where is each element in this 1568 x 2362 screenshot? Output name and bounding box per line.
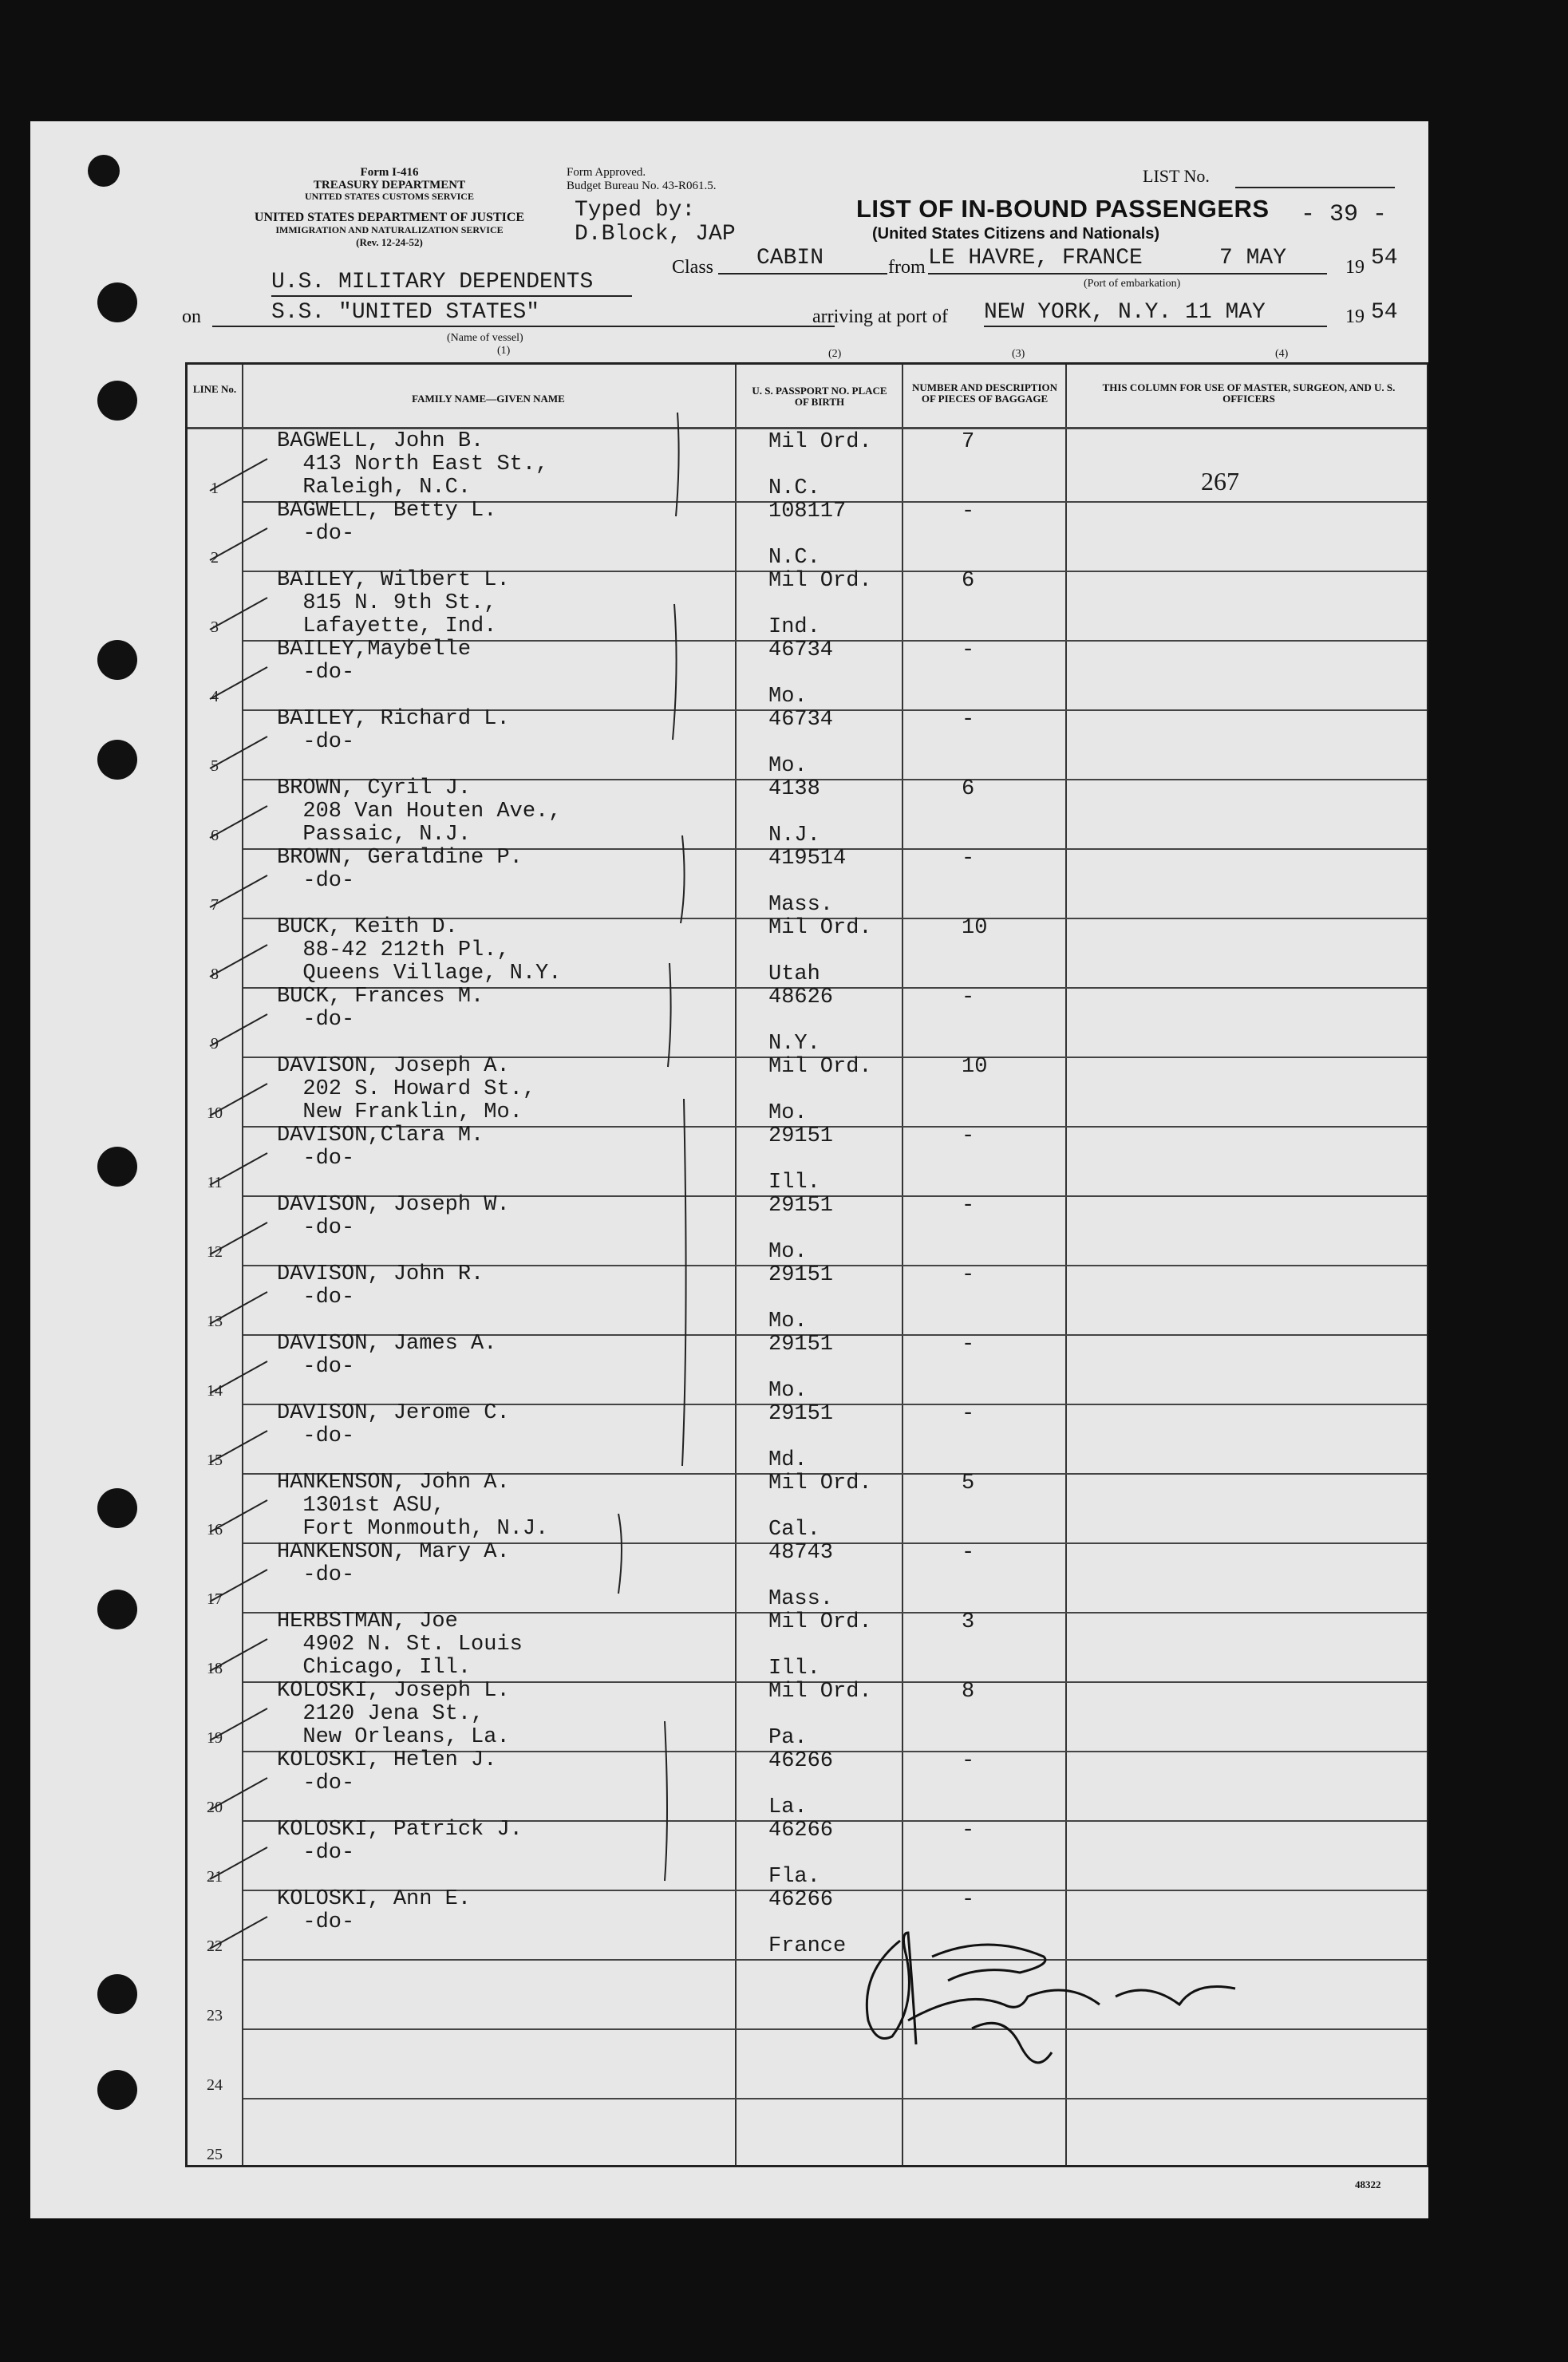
place-of-birth: Mo. bbox=[768, 685, 808, 709]
passenger-name: BAILEY, Richard L. -do- bbox=[277, 707, 510, 754]
manifest-subtitle: (United States Citizens and Nationals) bbox=[872, 225, 1160, 243]
passport-number: 29151 bbox=[768, 1402, 834, 1426]
baggage-count: 6 bbox=[962, 777, 975, 801]
check-mark bbox=[210, 1153, 267, 1185]
place-of-birth: Cal. bbox=[768, 1518, 820, 1542]
passenger-name: DAVISON,Clara M. -do- bbox=[277, 1124, 484, 1171]
baggage-count: - bbox=[962, 1402, 975, 1426]
baggage-count: - bbox=[962, 1888, 975, 1912]
line-number: 3 bbox=[211, 618, 219, 636]
embark-port: LE HAVRE, FRANCE bbox=[928, 246, 1143, 271]
place-of-birth: N.C. bbox=[768, 476, 820, 500]
passport-number: 46734 bbox=[768, 708, 834, 732]
check-mark bbox=[210, 1431, 267, 1463]
group-label: U.S. MILITARY DEPENDENTS bbox=[271, 270, 594, 294]
binder-hole bbox=[88, 155, 120, 187]
passenger-name: DAVISON, John R. -do- bbox=[277, 1262, 484, 1309]
passport-number: Mil Ord. bbox=[768, 430, 872, 454]
place-of-birth: Mass. bbox=[768, 893, 834, 917]
baggage-count: 10 bbox=[962, 916, 988, 940]
col-number: (1) bbox=[497, 345, 511, 357]
passport-number: 108117 bbox=[768, 500, 847, 523]
customs-service: UNITED STATES CUSTOMS SERVICE bbox=[305, 191, 474, 202]
check-mark bbox=[210, 1847, 267, 1879]
check-mark bbox=[210, 1778, 267, 1810]
passport-number: 419514 bbox=[768, 847, 847, 871]
place-of-birth: Mo. bbox=[768, 1240, 808, 1264]
place-of-birth: N.Y. bbox=[768, 1032, 820, 1056]
line-number: 11 bbox=[207, 1174, 223, 1191]
line-number: 8 bbox=[211, 966, 219, 983]
line-number: 17 bbox=[207, 1590, 223, 1608]
place-of-birth: N.C. bbox=[768, 546, 820, 570]
check-mark bbox=[210, 1014, 267, 1046]
line-number: 20 bbox=[207, 1799, 223, 1816]
line-number: 12 bbox=[207, 1243, 223, 1261]
line-number: 25 bbox=[207, 2146, 223, 2163]
place-of-birth: N.J. bbox=[768, 824, 820, 847]
place-of-birth: Ill. bbox=[768, 1171, 820, 1195]
check-mark bbox=[210, 598, 267, 630]
line-number: 21 bbox=[207, 1868, 223, 1886]
budget-bureau: Budget Bureau No. 43-R061.5. bbox=[567, 180, 717, 192]
passport-number: 46266 bbox=[768, 1888, 834, 1912]
passport-number: Mil Ord. bbox=[768, 1471, 872, 1495]
passport-number: 48743 bbox=[768, 1541, 834, 1565]
year-prefix-arrival: 19 bbox=[1345, 306, 1365, 327]
col-number: (2) bbox=[828, 348, 842, 360]
passport-number: 46266 bbox=[768, 1749, 834, 1773]
binder-hole bbox=[97, 1147, 137, 1187]
baggage-count: 5 bbox=[962, 1471, 975, 1495]
manifest-page bbox=[30, 121, 1428, 2218]
check-mark bbox=[210, 875, 267, 907]
passport-number: Mil Ord. bbox=[768, 1055, 872, 1079]
baggage-count: - bbox=[962, 1333, 975, 1357]
form-number: Form I-416 bbox=[360, 166, 419, 179]
passenger-table bbox=[185, 362, 1428, 2167]
line-number: 4 bbox=[211, 688, 219, 705]
passenger-name: BAGWELL, Betty L. -do- bbox=[277, 499, 497, 546]
arrival-port: NEW YORK, N.Y. 11 MAY bbox=[984, 300, 1266, 325]
check-mark bbox=[210, 1500, 267, 1532]
passenger-name: KOLOSKI, Patrick J. -do- bbox=[277, 1818, 523, 1865]
officer-signature bbox=[812, 1909, 1291, 2148]
on-label: on bbox=[182, 306, 201, 327]
check-mark bbox=[210, 1570, 267, 1602]
passenger-name: BUCK, Frances M. -do- bbox=[277, 985, 484, 1032]
baggage-count: - bbox=[962, 1263, 975, 1287]
line-number: 10 bbox=[207, 1104, 223, 1122]
place-of-birth: Ill. bbox=[768, 1657, 820, 1681]
line-number: 13 bbox=[207, 1313, 223, 1330]
place-of-birth: Pa. bbox=[768, 1726, 808, 1750]
check-mark bbox=[210, 1084, 267, 1116]
form-approved: Form Approved. bbox=[567, 166, 646, 179]
check-mark bbox=[210, 737, 267, 768]
baggage-count: - bbox=[962, 985, 975, 1009]
baggage-count: - bbox=[962, 638, 975, 662]
year-suffix: 54 bbox=[1371, 246, 1398, 271]
baggage-count: 8 bbox=[962, 1680, 975, 1704]
passport-number: Mil Ord. bbox=[768, 916, 872, 940]
binder-hole bbox=[97, 282, 137, 322]
from-label: from bbox=[888, 257, 926, 278]
check-mark bbox=[210, 459, 267, 491]
baggage-count: 6 bbox=[962, 569, 975, 593]
year-suffix-arrival: 54 bbox=[1371, 300, 1398, 325]
passport-number: 46734 bbox=[768, 638, 834, 662]
passenger-name: BAILEY, Wilbert L. 815 N. 9th St., Lafayette, Ind. bbox=[277, 568, 510, 638]
passport-number: Mil Ord. bbox=[768, 569, 872, 593]
check-mark bbox=[210, 806, 267, 838]
passport-number: 4138 bbox=[768, 777, 820, 801]
passenger-name: DAVISON, James A. -do- bbox=[277, 1332, 497, 1379]
class-label: Class bbox=[672, 257, 714, 278]
binder-hole bbox=[97, 1488, 137, 1528]
line-number: 7 bbox=[211, 896, 219, 914]
class-value: CABIN bbox=[756, 246, 824, 271]
line-number: 19 bbox=[207, 1729, 223, 1747]
line-number: 16 bbox=[207, 1521, 223, 1538]
baggage-count: 10 bbox=[962, 1055, 988, 1079]
baggage-count: - bbox=[962, 847, 975, 871]
passenger-name: DAVISON, Joseph W. -do- bbox=[277, 1193, 510, 1240]
passport-number: Mil Ord. bbox=[768, 1680, 872, 1704]
line-number: 22 bbox=[207, 1937, 223, 1955]
line-number: 18 bbox=[207, 1660, 223, 1677]
baggage-count: - bbox=[962, 500, 975, 523]
handwritten-marks bbox=[188, 365, 1428, 2170]
check-mark bbox=[210, 1292, 267, 1324]
passport-number: Mil Ord. bbox=[768, 1610, 872, 1634]
header-baggage: NUMBER AND DESCRIPTION OF PIECES OF BAGGAGE bbox=[911, 381, 1058, 405]
passenger-name: HANKENSON, John A. 1301st ASU, Fort Monmouth, N.J. bbox=[277, 1471, 549, 1541]
check-mark bbox=[210, 1708, 267, 1740]
baggage-count: - bbox=[962, 708, 975, 732]
place-of-birth: Utah bbox=[768, 962, 820, 986]
place-of-birth: Mo. bbox=[768, 1379, 808, 1403]
officer-note: 267 bbox=[1201, 467, 1239, 496]
passport-number: 48626 bbox=[768, 985, 834, 1009]
print-code: 48322 bbox=[1355, 2178, 1381, 2190]
line-number: 15 bbox=[207, 1452, 223, 1469]
passenger-name: BROWN, Cyril J. 208 Van Houten Ave., Passaic, N.J. bbox=[277, 776, 562, 847]
line-number: 24 bbox=[207, 2076, 223, 2094]
line-number: 5 bbox=[211, 757, 219, 775]
form-revision: (Rev. 12-24-52) bbox=[356, 236, 423, 248]
line-number: 2 bbox=[211, 549, 219, 567]
immigration-service: IMMIGRATION AND NATURALIZATION SERVICE bbox=[275, 224, 504, 235]
list-no-label: LIST No. bbox=[1143, 166, 1210, 186]
header-passport: U. S. PASSPORT NO. PLACE OF BIRTH bbox=[752, 385, 887, 409]
place-of-birth: Mo. bbox=[768, 1101, 808, 1125]
passport-number: 29151 bbox=[768, 1333, 834, 1357]
line-number: 14 bbox=[207, 1382, 223, 1400]
line-number: 9 bbox=[211, 1035, 219, 1053]
place-of-birth: Md. bbox=[768, 1448, 808, 1472]
passenger-name: DAVISON, Joseph A. 202 S. Howard St., New Franklin, Mo. bbox=[277, 1054, 536, 1124]
depart-date: 7 MAY bbox=[1219, 246, 1287, 271]
check-mark bbox=[210, 1917, 267, 1949]
place-of-birth: La. bbox=[768, 1795, 808, 1819]
line-number: 1 bbox=[211, 480, 219, 497]
treasury-dept: TREASURY DEPARTMENT bbox=[313, 179, 466, 192]
binder-hole bbox=[97, 740, 137, 780]
col-number: (4) bbox=[1275, 348, 1289, 360]
binder-hole bbox=[97, 1590, 137, 1629]
year-prefix: 19 bbox=[1345, 257, 1365, 278]
header-officers: THIS COLUMN FOR USE OF MASTER, SURGEON, AND U. S. OFFICERS bbox=[1102, 381, 1396, 405]
passenger-name: HANKENSON, Mary A. -do- bbox=[277, 1540, 510, 1587]
passenger-name: BROWN, Geraldine P. -do- bbox=[277, 846, 523, 893]
passport-number: 29151 bbox=[768, 1194, 834, 1218]
binder-hole bbox=[97, 1974, 137, 2014]
passenger-name: BAILEY,Maybelle -do- bbox=[277, 638, 472, 685]
header-line-no: LINE No. bbox=[192, 383, 237, 395]
vessel-caption: (Name of vessel) bbox=[447, 332, 523, 344]
passenger-name: KOLOSKI, Helen J. -do- bbox=[277, 1748, 497, 1795]
passenger-name: KOLOSKI, Ann E. -do- bbox=[277, 1887, 472, 1934]
place-of-birth: France bbox=[768, 1934, 847, 1958]
baggage-count: - bbox=[962, 1749, 975, 1773]
check-mark bbox=[210, 1361, 267, 1393]
baggage-count: - bbox=[962, 1194, 975, 1218]
passport-number: 46266 bbox=[768, 1819, 834, 1843]
baggage-count: - bbox=[962, 1819, 975, 1843]
check-mark bbox=[210, 528, 267, 560]
baggage-count: - bbox=[962, 1541, 975, 1565]
place-of-birth: Mo. bbox=[768, 754, 808, 778]
typed-by: D.Block, JAP bbox=[575, 222, 736, 247]
check-mark bbox=[210, 1639, 267, 1671]
passport-number: 29151 bbox=[768, 1263, 834, 1287]
line-number: 23 bbox=[207, 2007, 223, 2024]
binder-hole bbox=[97, 2070, 137, 2110]
binder-hole bbox=[97, 640, 137, 680]
list-number: - 39 - bbox=[1301, 201, 1388, 228]
passenger-name: BAGWELL, John B. 413 North East St., Raleigh, N.C. bbox=[277, 429, 549, 500]
baggage-count: - bbox=[962, 1124, 975, 1148]
col-number: (3) bbox=[1012, 348, 1025, 360]
vessel-name: S.S. "UNITED STATES" bbox=[271, 300, 540, 325]
check-mark bbox=[210, 667, 267, 699]
binder-hole bbox=[97, 381, 137, 421]
place-of-birth: Mo. bbox=[768, 1309, 808, 1333]
baggage-count: 3 bbox=[962, 1610, 975, 1634]
typed-by-label: Typed by: bbox=[575, 198, 696, 223]
check-mark bbox=[210, 1222, 267, 1254]
check-mark bbox=[210, 945, 267, 977]
passenger-name: HERBSTMAN, Joe 4902 N. St. Louis Chicago, Ill. bbox=[277, 1610, 523, 1680]
place-of-birth: Mass. bbox=[768, 1587, 834, 1611]
header-name: FAMILY NAME—GIVEN NAME bbox=[412, 393, 565, 405]
port-embark-caption: (Port of embarkation) bbox=[1084, 278, 1181, 290]
passenger-name: KOLOSKI, Joseph L. 2120 Jena St., New Orleans, La. bbox=[277, 1679, 510, 1749]
passenger-name: DAVISON, Jerome C. -do- bbox=[277, 1401, 510, 1448]
passenger-name: BUCK, Keith D. 88-42 212th Pl., Queens Village, N.Y. bbox=[277, 915, 562, 985]
baggage-count: 7 bbox=[962, 430, 975, 454]
passport-number: 29151 bbox=[768, 1124, 834, 1148]
line-number: 6 bbox=[211, 827, 219, 844]
place-of-birth: Fla. bbox=[768, 1865, 820, 1889]
arriving-label: arriving at port of bbox=[812, 306, 948, 327]
justice-dept: UNITED STATES DEPARTMENT OF JUSTICE bbox=[254, 211, 525, 224]
manifest-title: LIST OF IN-BOUND PASSENGERS bbox=[856, 195, 1270, 223]
place-of-birth: Ind. bbox=[768, 615, 820, 639]
